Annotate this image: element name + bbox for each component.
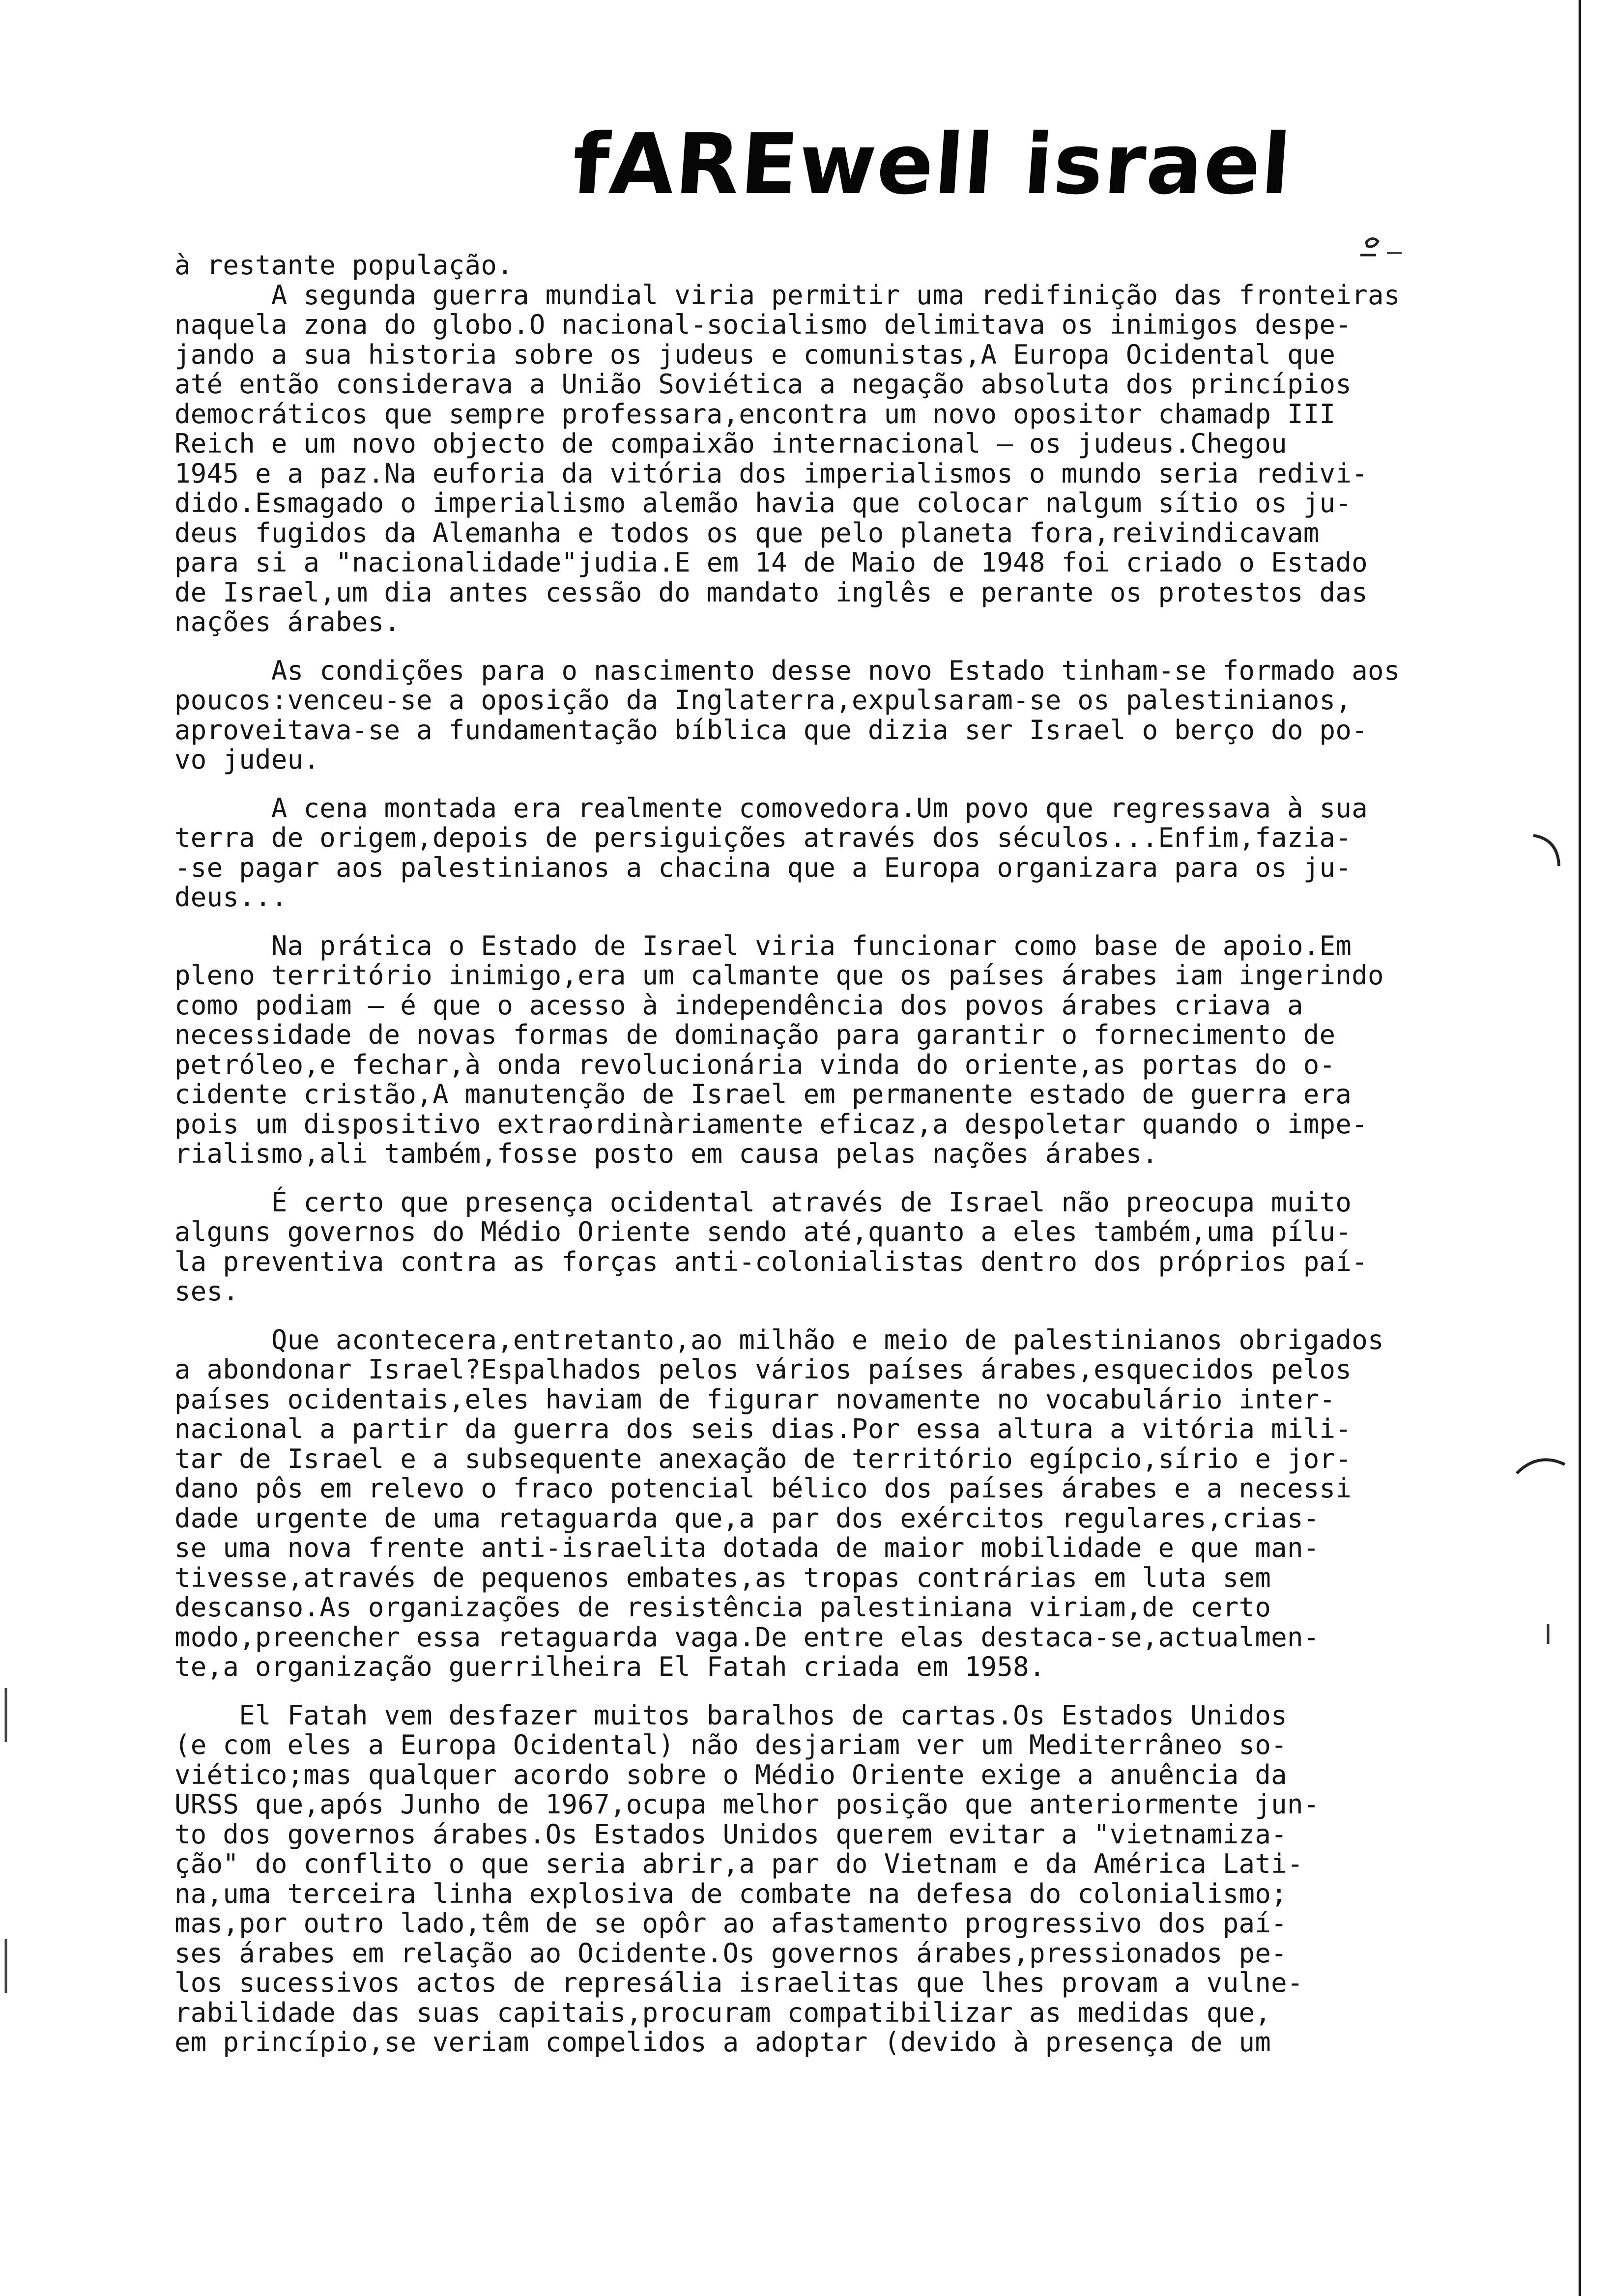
- paragraph: à restante população.: [174, 250, 514, 281]
- paragraph: A segunda guerra mundial viria permitir uma redifinição das fronteiras naquela zona do globo.O nacional-socialismo delimitava os inimigos despe- jando a sua historia sobre os judeus e comunistas,A Europa Ocidental que até então considerava a União Soviética a negação absoluta dos princípios democráticos que sempre professara,encontra um novo opositor chamadp III Reich e um novo objecto de compaixão internacional — os judeus.Chegou 1945 e a paz.Na euforia da vitória dos imperialismos o mundo seria redivi- dido.Esmagado o imperialismo alemão havia que colocar nalgum sítio os ju- deus fugidos da Alemanha e todos os que pelo planeta fora,reivindicavam para si a "nacionalidade"judia.E em 14 de Maio de 1948 foi criado o Estado de Israel,um dia antes cessão do mandato inglês e perante os protestos das nações árabes.: [174, 279, 1400, 637]
- paragraph: Na prática o Estado de Israel viria funcionar como base de apoio.Em pleno território inimigo,era um calmante que os países árabes iam ingerindo como podiam — é que o acesso à independência dos povos árabes criava a necessidade de novas formas de dominação para garantir o fornecimento de petróleo,e fechar,à onda revolucionária vinda do oriente,as portas do o- cidente cristão,A manutenção de Israel em permanente estado de guerra era pois um dispositivo extraordinàriamente eficaz,a despoletar quando o impe- rialismo,ali também,fosse posto em causa pelas nações árabes.: [174, 930, 1384, 1169]
- margin-tick-mark: [0, 1936, 15, 1995]
- title-block: [569, 111, 1359, 238]
- paragraph: A cena montada era realmente comovedora.Um povo que regressava à sua terra de origem,depois de persiguições através dos séculos...Enfim,fazia- -se pagar aos palestinianos a chacina que a Europa organizara para os ju- deus...: [174, 792, 1368, 913]
- paragraph: Que acontecera,entretanto,ao milhão e meio de palestinianos obrigados a abondonar Israel?Espalhados pelos vários países árabes,esquecidos pelos países ocidentais,eles haviam de figurar novamente no vocabulário inter- nacional a partir da guerra dos seis dias.Por essa altura a vitória mili- tar de Israel e a subsequente anexação de território egípcio,sírio e jor- dano pôs em relevo o fraco potencial bélico dos países árabes e a necessi dade urgente de uma retaguarda que,a par dos exércitos regulares,crias- se uma nova frente anti-israelita dotada de maior mobilidade e que man- tivesse,através de pequenos embates,as tropas contrárias em luta sem descanso.As organizações de resistência palestiniana viriam,de certo modo,preencher essa retaguarda vaga.De entre elas destaca-se,actualmen- te,a organização guerrilheira El Fatah criada em 1958.: [174, 1324, 1384, 1682]
- paragraph: As condições para o nascimento desse novo Estado tinham-se formado aos poucos:venceu-se a oposição da Inglaterra,expulsaram-se os palestinianos, aproveitava-se a fundamentação bíblica que dizia ser Israel o berço do po- vo judeu.: [174, 655, 1400, 775]
- article-body: [174, 251, 1580, 2058]
- paragraph: É certo que presença ocidental através de Israel não preocupa muito alguns governos do Médio Oriente sendo até,quanto a eles também,uma pílu- la preventiva contra as forças anti-colonialistas dentro dos próprios paí- ses.: [174, 1186, 1368, 1307]
- page-title: fAREwell israel: [569, 116, 1295, 213]
- paragraph: El Fatah vem desfazer muitos baralhos de cartas.Os Estados Unidos (e com eles a Europa Ocidental) não desjariam ver um Mediterrâneo so- viético;mas qualquer acordo sobre o Médio Oriente exige a anuência da URSS que,após Junho de 1967,ocupa melhor posição que anteriormente jun- to dos governos árabes.Os Estados Unidos querem evitar a "vietnamiza- ção" do conflito o que seria abrir,a par do Vietnam e da América Lati- na,uma terceira linha explosiva de combate na defesa do colonialismo; mas,por outro lado,têm de se opôr ao afastamento progressivo dos paí- ses árabes em relação ao Ocidente.Os governos árabes,pressionados pe- los sucessivos actos de represália israelitas que lhes provam a vulne- rabilidade das suas capitais,procuram compatibilizar as medidas que, em princípio,se veriam compelidos a adoptar (devido à presença de um: [174, 1699, 1320, 2058]
- margin-tick-mark: [0, 1686, 15, 1745]
